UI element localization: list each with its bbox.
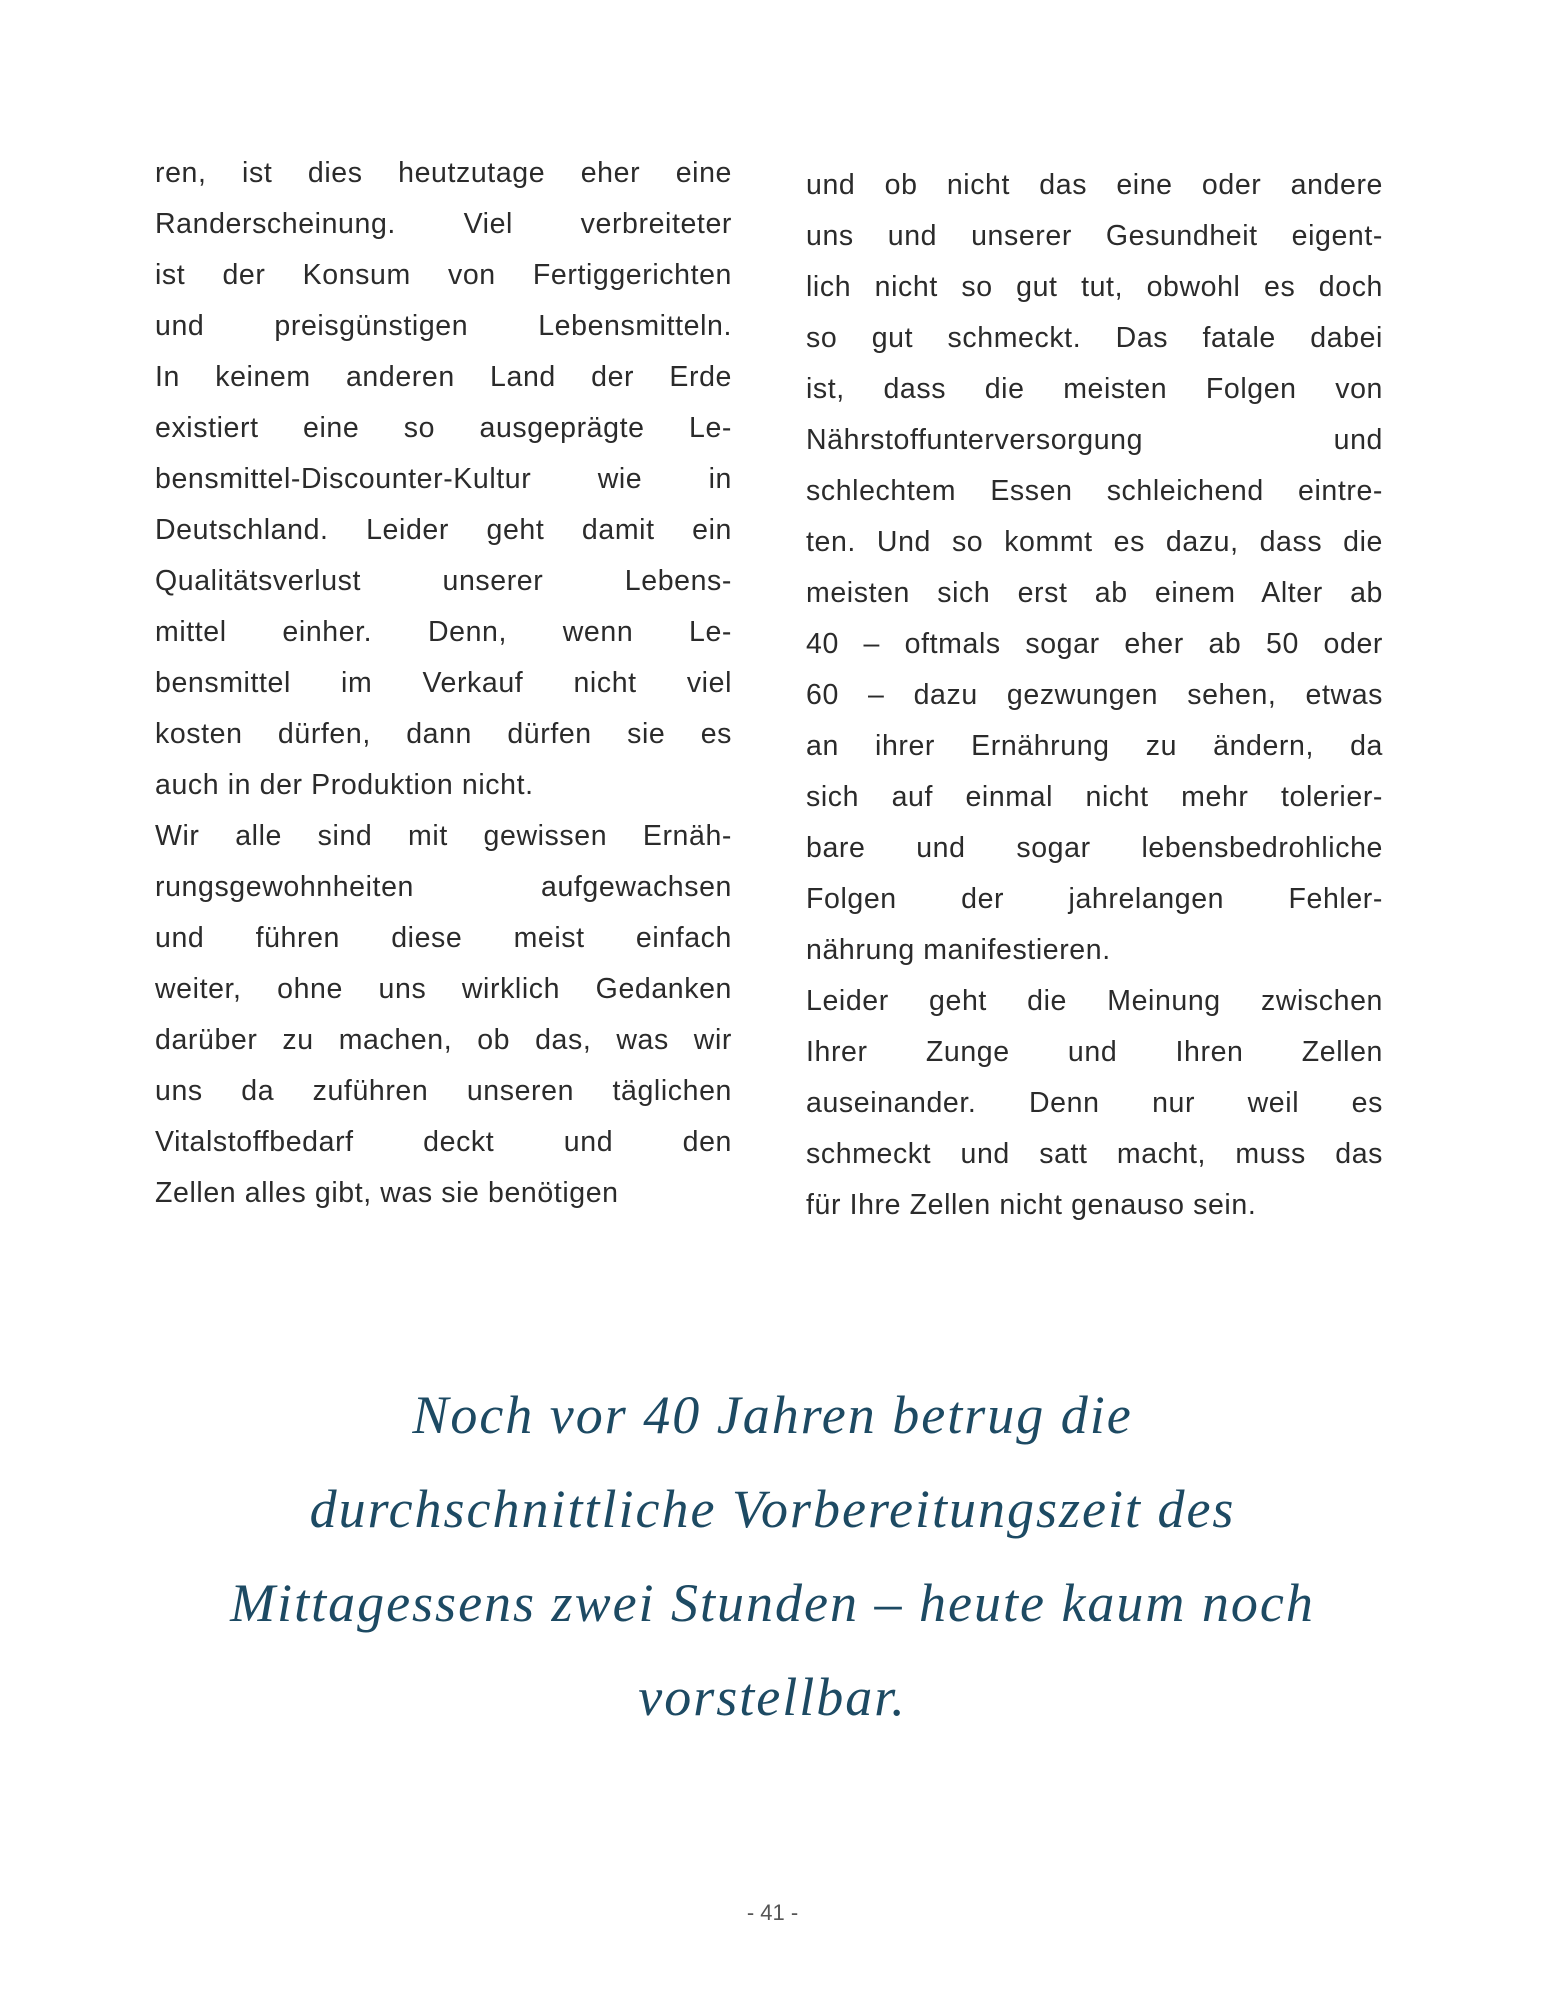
text-line: und ob nicht das eine oder andere [806,169,1383,201]
text-line: In keinem anderen Land der Erde [155,361,732,393]
text-line: Wir alle sind mit gewissen Ernäh- [155,820,732,852]
text-line: 60 – dazu gezwungen sehen, etwas [806,679,1383,711]
text-line: bensmittel-Discounter-Kultur wie in [155,463,732,495]
text-line: schmeckt und satt macht, muss das [806,1138,1383,1170]
text-line: bare und sogar lebensbedrohliche [806,832,1383,864]
text-line: nährung manifestieren. [806,934,1111,966]
text-line: Deutschland. Leider geht damit ein [155,514,732,546]
text-line: ten. Und so kommt es dazu, dass die [806,526,1383,558]
text-line: meisten sich erst ab einem Alter ab [806,577,1383,609]
text-line: weiter, ohne uns wirklich Gedanken [155,973,732,1005]
text-line: Qualitätsverlust unserer Lebens- [155,565,732,597]
right-text-column [806,160,1383,1231]
paragraph [155,811,732,1219]
text-line: so gut schmeckt. Das fatale dabei [806,322,1383,354]
text-line: Zellen alles gibt, was sie benötigen [155,1177,619,1209]
text-line: Vitalstoffbedarf deckt und den [155,1126,732,1158]
text-line: an ihrer Ernährung zu ändern, da [806,730,1383,762]
text-line: darüber zu machen, ob das, was wir [155,1024,732,1056]
text-line: sich auf einmal nicht mehr tolerier- [806,781,1383,813]
text-line: Folgen der jahrelangen Fehler- [806,883,1383,915]
left-text-column [155,148,732,1219]
text-line: ist, dass die meisten Folgen von [806,373,1383,405]
pull-quote-line: vorstellbar. [638,1667,907,1727]
pull-quote [120,1368,1425,1744]
text-line: existiert eine so ausgeprägte Le- [155,412,732,444]
text-line: und führen diese meist einfach [155,922,732,954]
text-line: mittel einher. Denn, wenn Le- [155,616,732,648]
text-line: Leider geht die Meinung zwischen [806,985,1383,1017]
text-line: Randerscheinung. Viel verbreiteter [155,208,732,240]
text-line: auseinander. Denn nur weil es [806,1087,1383,1119]
text-line: für Ihre Zellen nicht genauso sein. [806,1189,1257,1221]
text-line: uns und unserer Gesundheit eigent- [806,220,1383,252]
pull-quote-line: Mittagessens zwei Stunden – heute kaum noch [230,1573,1315,1633]
text-line: auch in der Produktion nicht. [155,769,534,801]
text-line: kosten dürfen, dann dürfen sie es [155,718,732,750]
paragraph [806,976,1383,1231]
paragraph [806,160,1383,976]
text-line: Ihrer Zunge und Ihren Zellen [806,1036,1383,1068]
page-number: - 41 - [746,1900,799,1925]
text-line: lich nicht so gut tut, obwohl es doch [806,271,1383,303]
text-line: rungsgewohnheiten aufgewachsen [155,871,732,903]
text-line: bensmittel im Verkauf nicht viel [155,667,732,699]
text-line: schlechtem Essen schleichend eintre- [806,475,1383,507]
pull-quote-line: durchschnittliche Vorbereitungszeit des [309,1479,1236,1539]
paragraph [155,148,732,811]
text-line: 40 – oftmals sogar eher ab 50 oder [806,628,1383,660]
text-line: und preisgünstigen Lebensmitteln. [155,310,732,342]
text-line: uns da zuführen unseren täglichen [155,1075,732,1107]
text-line: ren, ist dies heutzutage eher eine [155,157,732,189]
text-line: ist der Konsum von Fertiggerichten [155,259,732,291]
pull-quote-line: Noch vor 40 Jahren betrug die [412,1385,1133,1445]
text-line: Nährstoffunterversorgung und [806,424,1383,456]
